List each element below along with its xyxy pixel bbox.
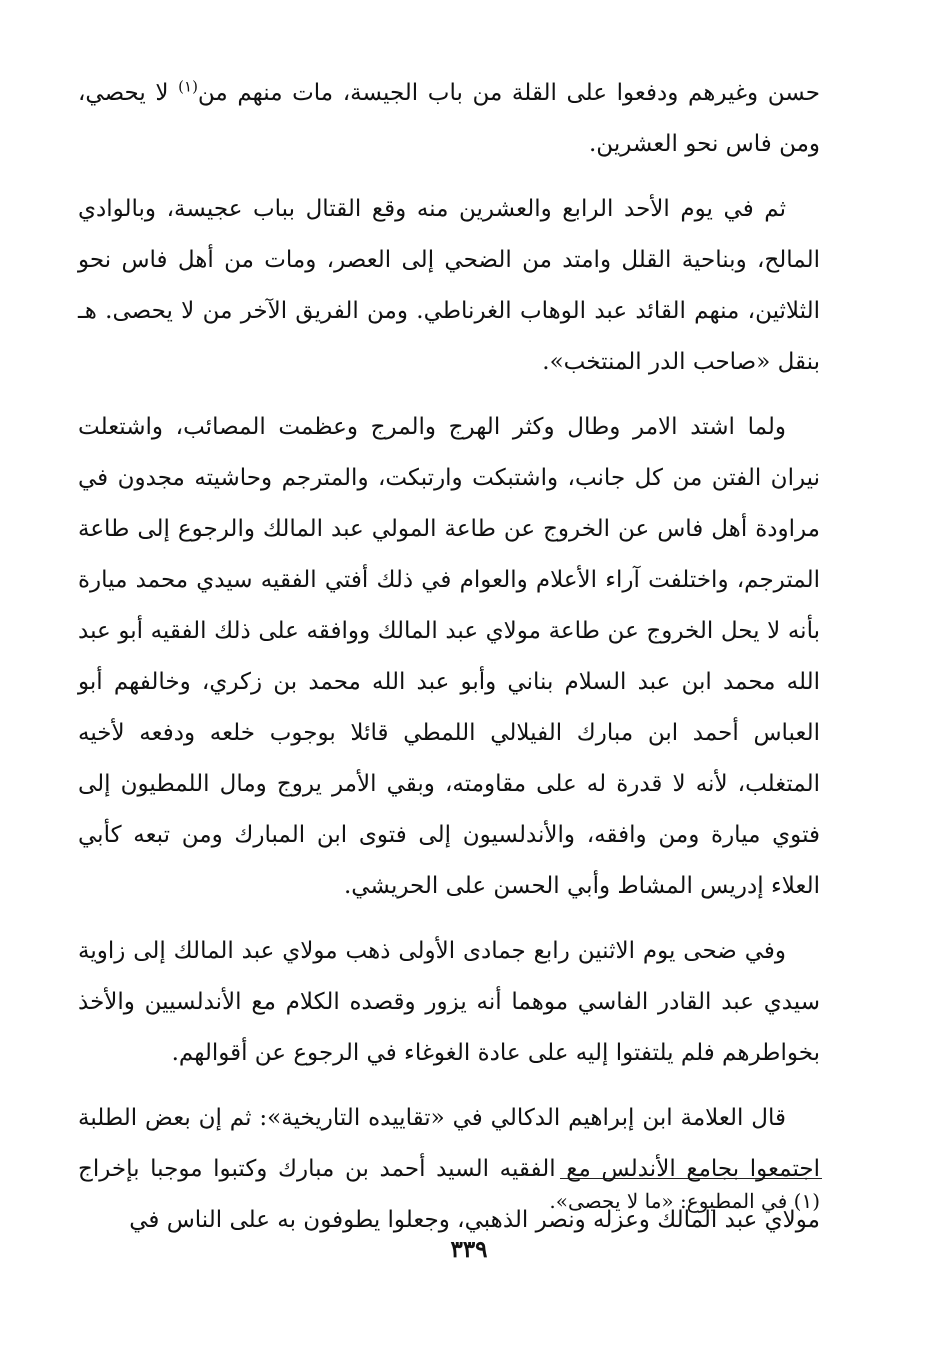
paragraph-1-text-a: حسن وغيرهم ودفعوا على القلة من باب الجيسة، مات منهم من xyxy=(197,80,821,106)
footnote: (١) في المطبوع: «ما لا يحصى». xyxy=(549,1189,820,1213)
footnote-marker: (١) xyxy=(178,77,198,96)
page-number: ٣٣٩ xyxy=(450,1236,488,1263)
paragraph-1 xyxy=(78,68,820,170)
paragraph-gap xyxy=(78,170,820,184)
paragraph-4: وفي ضحى يوم الاثنين رابع جمادى الأولى ذهب مولاي عبد المالك إلى زاوية سيدي عبد القادر الفاسي موهما أنه يزور وقصده الكلام مع الأندلسيين والأخذ بخواطرهم فلم يلتفتوا إليه على عادة الغوغاء في الرجوع عن أقوالهم. xyxy=(78,938,820,1066)
paragraph-1-text-b: لا يحصي، ومن فاس نحو العشرين. xyxy=(78,80,820,157)
paragraph-3: ولما اشتد الامر وطال وكثر الهرج والمرج وعظمت المصائب، واشتعلت نيران الفتن من كل جانب، واشتبكت وارتبكت، والمترجم وحاشيته مجدون في مراودة أهل فاس عن الخروج عن طاعة المولي عبد المالك والرجوع إلى طاعة المترجم، واختلفت آراء الأعلام والعوام في ذلك أفتي الفقيه سيدي محمد ميارة بأنه لا يحل الخروج عن طاعة مولاي عبد المالك ووافقه على ذلك الفقيه أبو عبد الله محمد ابن عبد السلام بناني وأبو عبد الله محمد بن زكري، وخالفهم أبو العباس أحمد ابن مبارك الفيلالي اللمطي قائلا بوجوب خلعه ودفعه لأخيه المتغلب، لأنه لا قدرة له على مقاومته، وبقي الأمر يروج ومال اللمطيون إلى فتوي ميارة ومن وافقه، والأندلسيون إلى فتوى ابن المبارك ومن تبعه كأبي العلاء إدريس المشاط وأبي الحسن على الحريشي. xyxy=(78,414,820,899)
paragraph-gap xyxy=(78,912,820,926)
footnote-divider xyxy=(560,1178,822,1179)
page-body xyxy=(78,68,820,1246)
paragraph-2: ثم في يوم الأحد الرابع والعشرين منه وقع القتال بباب عجيسة، وبالوادي المالح، وبناحية القلل وامتد من الضحي إلى العصر، ومات من أهل فاس نحو الثلاثين، منهم القائد عبد الوهاب الغرناطي. ومن الفريق الآخر من لا يحصى. هـ بنقل «صاحب الدر المنتخب». xyxy=(78,196,820,375)
paragraph-5: قال العلامة ابن إبراهيم الدكالي في «تقاييده التاريخية»: ثم إن بعض الطلبة اجتمعوا بجامع الأندلس مع الفقيه السيد أحمد بن مبارك وكتبوا موجبا بإخراج مولاي عبد المالك وعزله ونصر الذهبي، وجعلوا يطوفون به على الناس في xyxy=(78,1105,820,1233)
paragraph-gap xyxy=(78,1079,820,1093)
paragraph-gap xyxy=(78,388,820,402)
